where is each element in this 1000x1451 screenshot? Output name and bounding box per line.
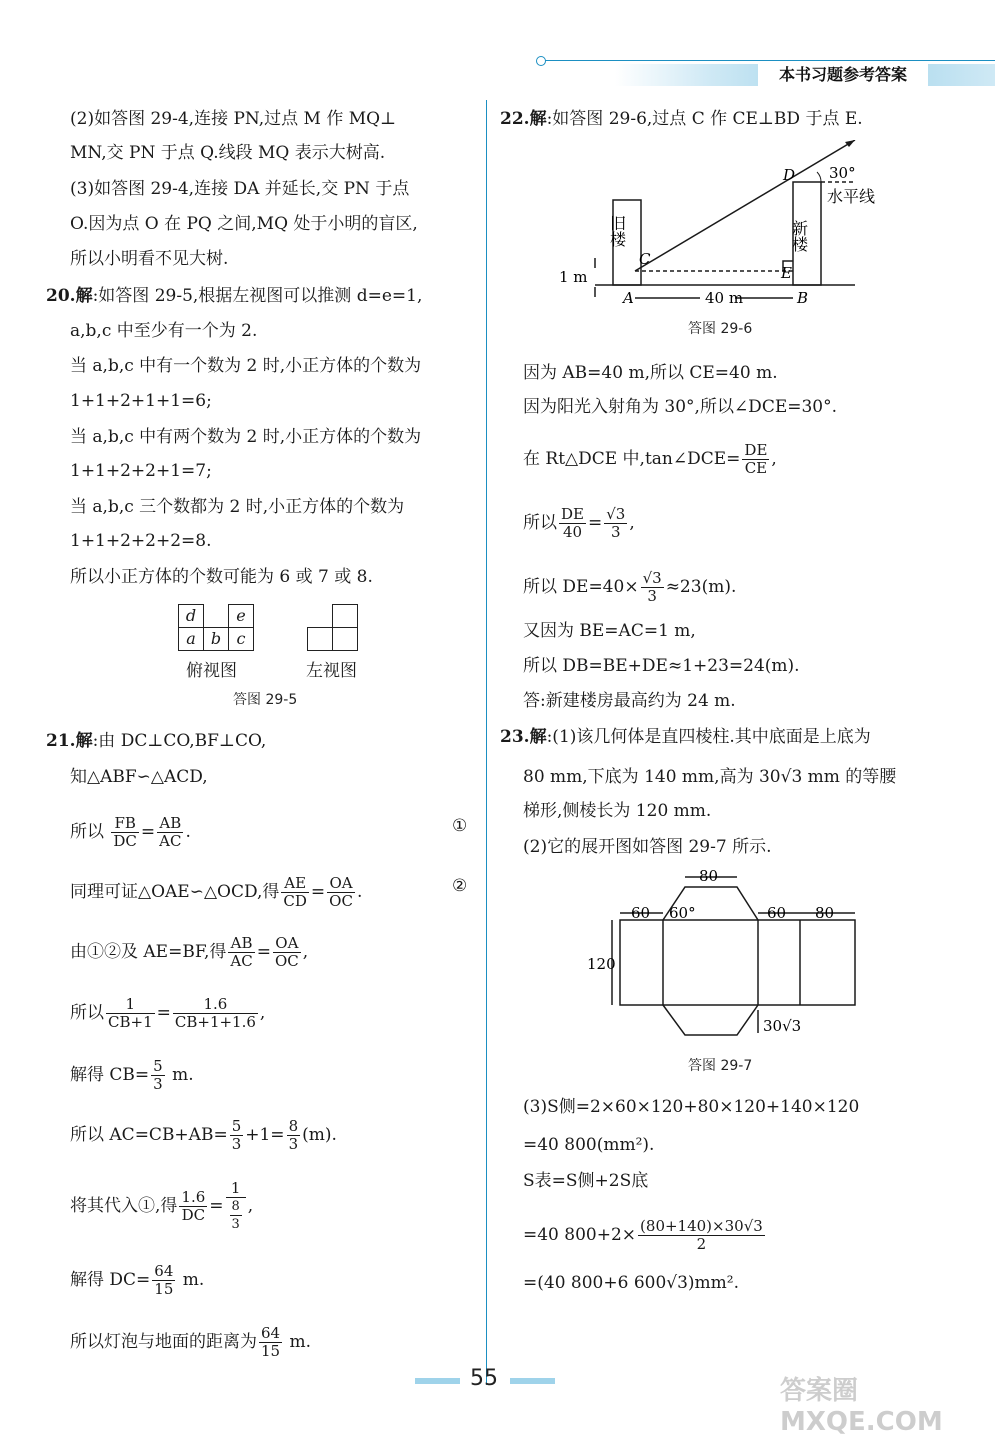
formula-line: 解得 DC= $\frac{64}{15}$ m.: [70, 1262, 205, 1298]
bottom-trapezoid: [663, 1005, 758, 1035]
point-a: A: [623, 289, 634, 307]
formula-line: 所以 AC=CB+AB= $\frac{5}{3}$ +1= $\frac{8}{3}$ (m).: [70, 1117, 337, 1153]
point-d: D: [783, 166, 796, 184]
watermark: 答案圈 MXQE.COM: [780, 1376, 943, 1437]
fraction: $\frac{√3}{3}$: [606, 505, 626, 541]
label-h2: 30√3: [763, 1017, 802, 1035]
text-line: S表=S侧+2S底: [523, 1171, 649, 1191]
formula-line: 所以 DE=40× $\frac{√3}{3}$ ≈23(m).: [523, 569, 737, 605]
fraction: $\frac{64}{15}$: [154, 1262, 174, 1298]
text-line: 梯形,侧棱长为 120 mm.: [523, 801, 712, 821]
fraction: $\frac{8}{3}$: [288, 1117, 299, 1153]
text-line: =(40 800+6 600√3)mm².: [523, 1273, 740, 1293]
text-line: MN,交 PN 于点 Q.线段 MQ 表示大树高.: [70, 143, 386, 163]
grid-cell-a: a: [178, 627, 204, 651]
text-line: 答:新建楼房最高约为 24 m.: [523, 691, 736, 711]
equation-mark: ②: [452, 876, 468, 896]
left-view-cell: [332, 627, 358, 651]
text-line: 所以小明看不见大树.: [70, 249, 229, 269]
text-line: =40 800(mm²).: [523, 1135, 655, 1155]
label-w1: 60: [631, 904, 651, 922]
text-line: 1+1+2+2+2=8.: [70, 531, 212, 551]
text-line: (2)如答图 29-4,连接 PN,过点 M 作 MQ⊥: [70, 109, 397, 129]
page-number: 55: [470, 1366, 498, 1391]
compound-fraction: $\frac{1}{\frac{8}{3}}$: [226, 1180, 246, 1233]
formula-line: 在 Rt△DCE 中,tan∠DCE= $\frac{DE}{CE}$ ,: [523, 441, 777, 477]
top-view-label: 俯视图: [186, 661, 237, 681]
sun-ray: [635, 140, 855, 271]
left-view-cell: [332, 604, 358, 628]
height-label: 1 m: [559, 268, 588, 286]
header-dot: [536, 56, 546, 66]
horizontal-label: 水平线: [827, 187, 875, 206]
text-line: 1+1+2+1+1=6;: [70, 391, 212, 411]
fraction: $\frac{AE}{CD}$: [283, 874, 307, 910]
label-angle: 60°: [669, 904, 696, 922]
old-building-label: 旧楼: [607, 215, 627, 247]
figure-29-7: [585, 865, 870, 1045]
footer-decoration: [510, 1378, 555, 1384]
fraction: $\frac{5}{3}$: [231, 1117, 242, 1153]
fraction: $\frac{DE}{CE}$: [744, 441, 768, 477]
fraction: $\frac{√3}{3}$: [642, 569, 662, 605]
q23-line: 23.解:(1)该几何体是直四棱柱.其中底面是上底为: [500, 727, 871, 747]
q22-number: 22.解: [500, 109, 547, 129]
formula-line: 所以 $\frac{1}{CB+1}$ = $\frac{1.6}{CB+1+1.6}$ ,: [70, 995, 266, 1031]
text-line: 因为 AB=40 m,所以 CE=40 m.: [523, 363, 778, 383]
text-line: (2)它的展开图如答图 29-7 所示.: [523, 837, 772, 857]
text-line: 1+1+2+2+1=7;: [70, 461, 212, 481]
column-divider: [486, 100, 487, 1385]
text-line: 当 a,b,c 中有一个数为 2 时,小正方体的个数为: [70, 356, 422, 376]
fraction: $\frac{OA}{OC}$: [274, 934, 299, 970]
fraction: $\frac{5}{3}$: [153, 1057, 163, 1093]
point-e: E: [781, 264, 792, 282]
text-line: (3)S侧=2×60×120+80×120+140×120: [523, 1097, 860, 1117]
distance-label: 40 m: [705, 289, 744, 307]
q21-number: 21.解: [46, 731, 93, 751]
text-line: 所以 DB=BE+DE≈1+23=24(m).: [523, 656, 800, 676]
fraction: $\frac{(80+140)\times 30√3}{2}$: [640, 1217, 763, 1253]
text-line: a,b,c 中至少有一个为 2.: [70, 321, 258, 341]
fraction: $\frac{AB}{AC}$: [159, 814, 182, 850]
header-title: 本书习题参考答案: [758, 63, 928, 87]
fraction: $\frac{OA}{OC}$: [329, 874, 353, 910]
equation-mark: ①: [452, 816, 468, 836]
label-top: 80: [699, 867, 719, 885]
header-rule: [540, 60, 995, 61]
net-outline: [620, 920, 855, 1005]
formula-line: 同理可证△OAE∽△OCD,得 $\frac{AE}{CD}$ = $\frac{OA}{OC}$ .: [70, 874, 363, 910]
text-line: O.因为点 O 在 PQ 之间,MQ 处于小明的盲区,: [70, 214, 418, 234]
formula-line: 将其代入①,得 $\frac{1.6}{DC}$ = $\frac{1}{\frac{8}{3}}$ ,: [70, 1179, 254, 1232]
fraction: $\frac{1.6}{DC}$: [181, 1188, 206, 1224]
point-c: C: [639, 250, 651, 268]
fraction: $\frac{FB}{DC}$: [113, 814, 137, 850]
text-line: 又因为 BE=AC=1 m,: [523, 621, 696, 641]
figure-caption: 答图 29-6: [688, 321, 753, 337]
q20-number: 20.解: [46, 286, 93, 306]
figure-caption: 答图 29-5: [233, 692, 298, 708]
text-line: 知△ABF∽△ACD,: [70, 767, 208, 787]
text-line: (3)如答图 29-4,连接 DA 并延长,交 PN 于点: [70, 179, 410, 199]
footer-decoration: [415, 1378, 460, 1384]
formula-line: 由①②及 AE=BF,得 $\frac{AB}{AC}$ = $\frac{OA}{OC}$ ,: [70, 934, 309, 970]
angle-label: 30°: [829, 164, 856, 182]
figure-caption: 答图 29-7: [688, 1058, 753, 1074]
grid-cell-d: d: [178, 604, 204, 628]
text-line: 因为阳光入射角为 30°,所以∠DCE=30°.: [523, 397, 838, 417]
text-line: 所以小正方体的个数可能为 6 或 7 或 8.: [70, 567, 373, 587]
label-w3: 80: [815, 904, 835, 922]
point-b: B: [797, 289, 809, 307]
angle-arc: [817, 172, 821, 182]
q23-number: 23.解: [500, 727, 547, 747]
fraction: $\frac{64}{15}$: [261, 1324, 281, 1360]
grid-cell-b: b: [203, 627, 229, 651]
left-view-cell: [307, 627, 333, 651]
figure-29-6: [555, 140, 875, 315]
q21-line: 21.解:由 DC⊥CO,BF⊥CO,: [46, 731, 267, 751]
fraction: $\frac{1.6}{CB+1+1.6}$: [174, 995, 256, 1031]
label-height: 120: [587, 955, 616, 973]
text-line: 当 a,b,c 中有两个数为 2 时,小正方体的个数为: [70, 427, 422, 447]
formula-line: 所以 $\frac{FB}{DC}$ = $\frac{AB}{AC}$ .: [70, 814, 191, 850]
fraction: $\frac{1}{CB+1}$: [108, 995, 153, 1031]
text-line: 80 mm,下底为 140 mm,高为 30√3 mm 的等腰: [523, 767, 897, 787]
text-line: 当 a,b,c 三个数都为 2 时,小正方体的个数为: [70, 497, 405, 517]
formula-line: =40 800+2× $\frac{(80+140)\times 30√3}{2}$: [523, 1217, 763, 1253]
grid-cell-c: c: [228, 627, 254, 651]
formula-line: 所以灯泡与地面的距离为 $\frac{64}{15}$ m.: [70, 1324, 312, 1360]
fraction: $\frac{DE}{40}$: [561, 505, 584, 541]
fraction: $\frac{AB}{AC}$: [230, 934, 253, 970]
new-building-label: 新楼: [789, 220, 809, 252]
formula-line: 解得 CB= $\frac{5}{3}$ m.: [70, 1057, 194, 1093]
q22-line: 22.解:如答图 29-6,过点 C 作 CE⊥BD 于点 E.: [500, 109, 863, 129]
grid-cell-e: e: [228, 604, 254, 628]
formula-line: 所以 $\frac{DE}{40}$ = $\frac{√3}{3}$ ,: [523, 505, 635, 541]
ray-arrowhead: [845, 140, 855, 147]
left-view-label: 左视图: [306, 661, 357, 681]
label-w2: 60: [767, 904, 787, 922]
q20-line: 20.解:如答图 29-5,根据左视图可以推测 d=e=1,: [46, 286, 423, 306]
